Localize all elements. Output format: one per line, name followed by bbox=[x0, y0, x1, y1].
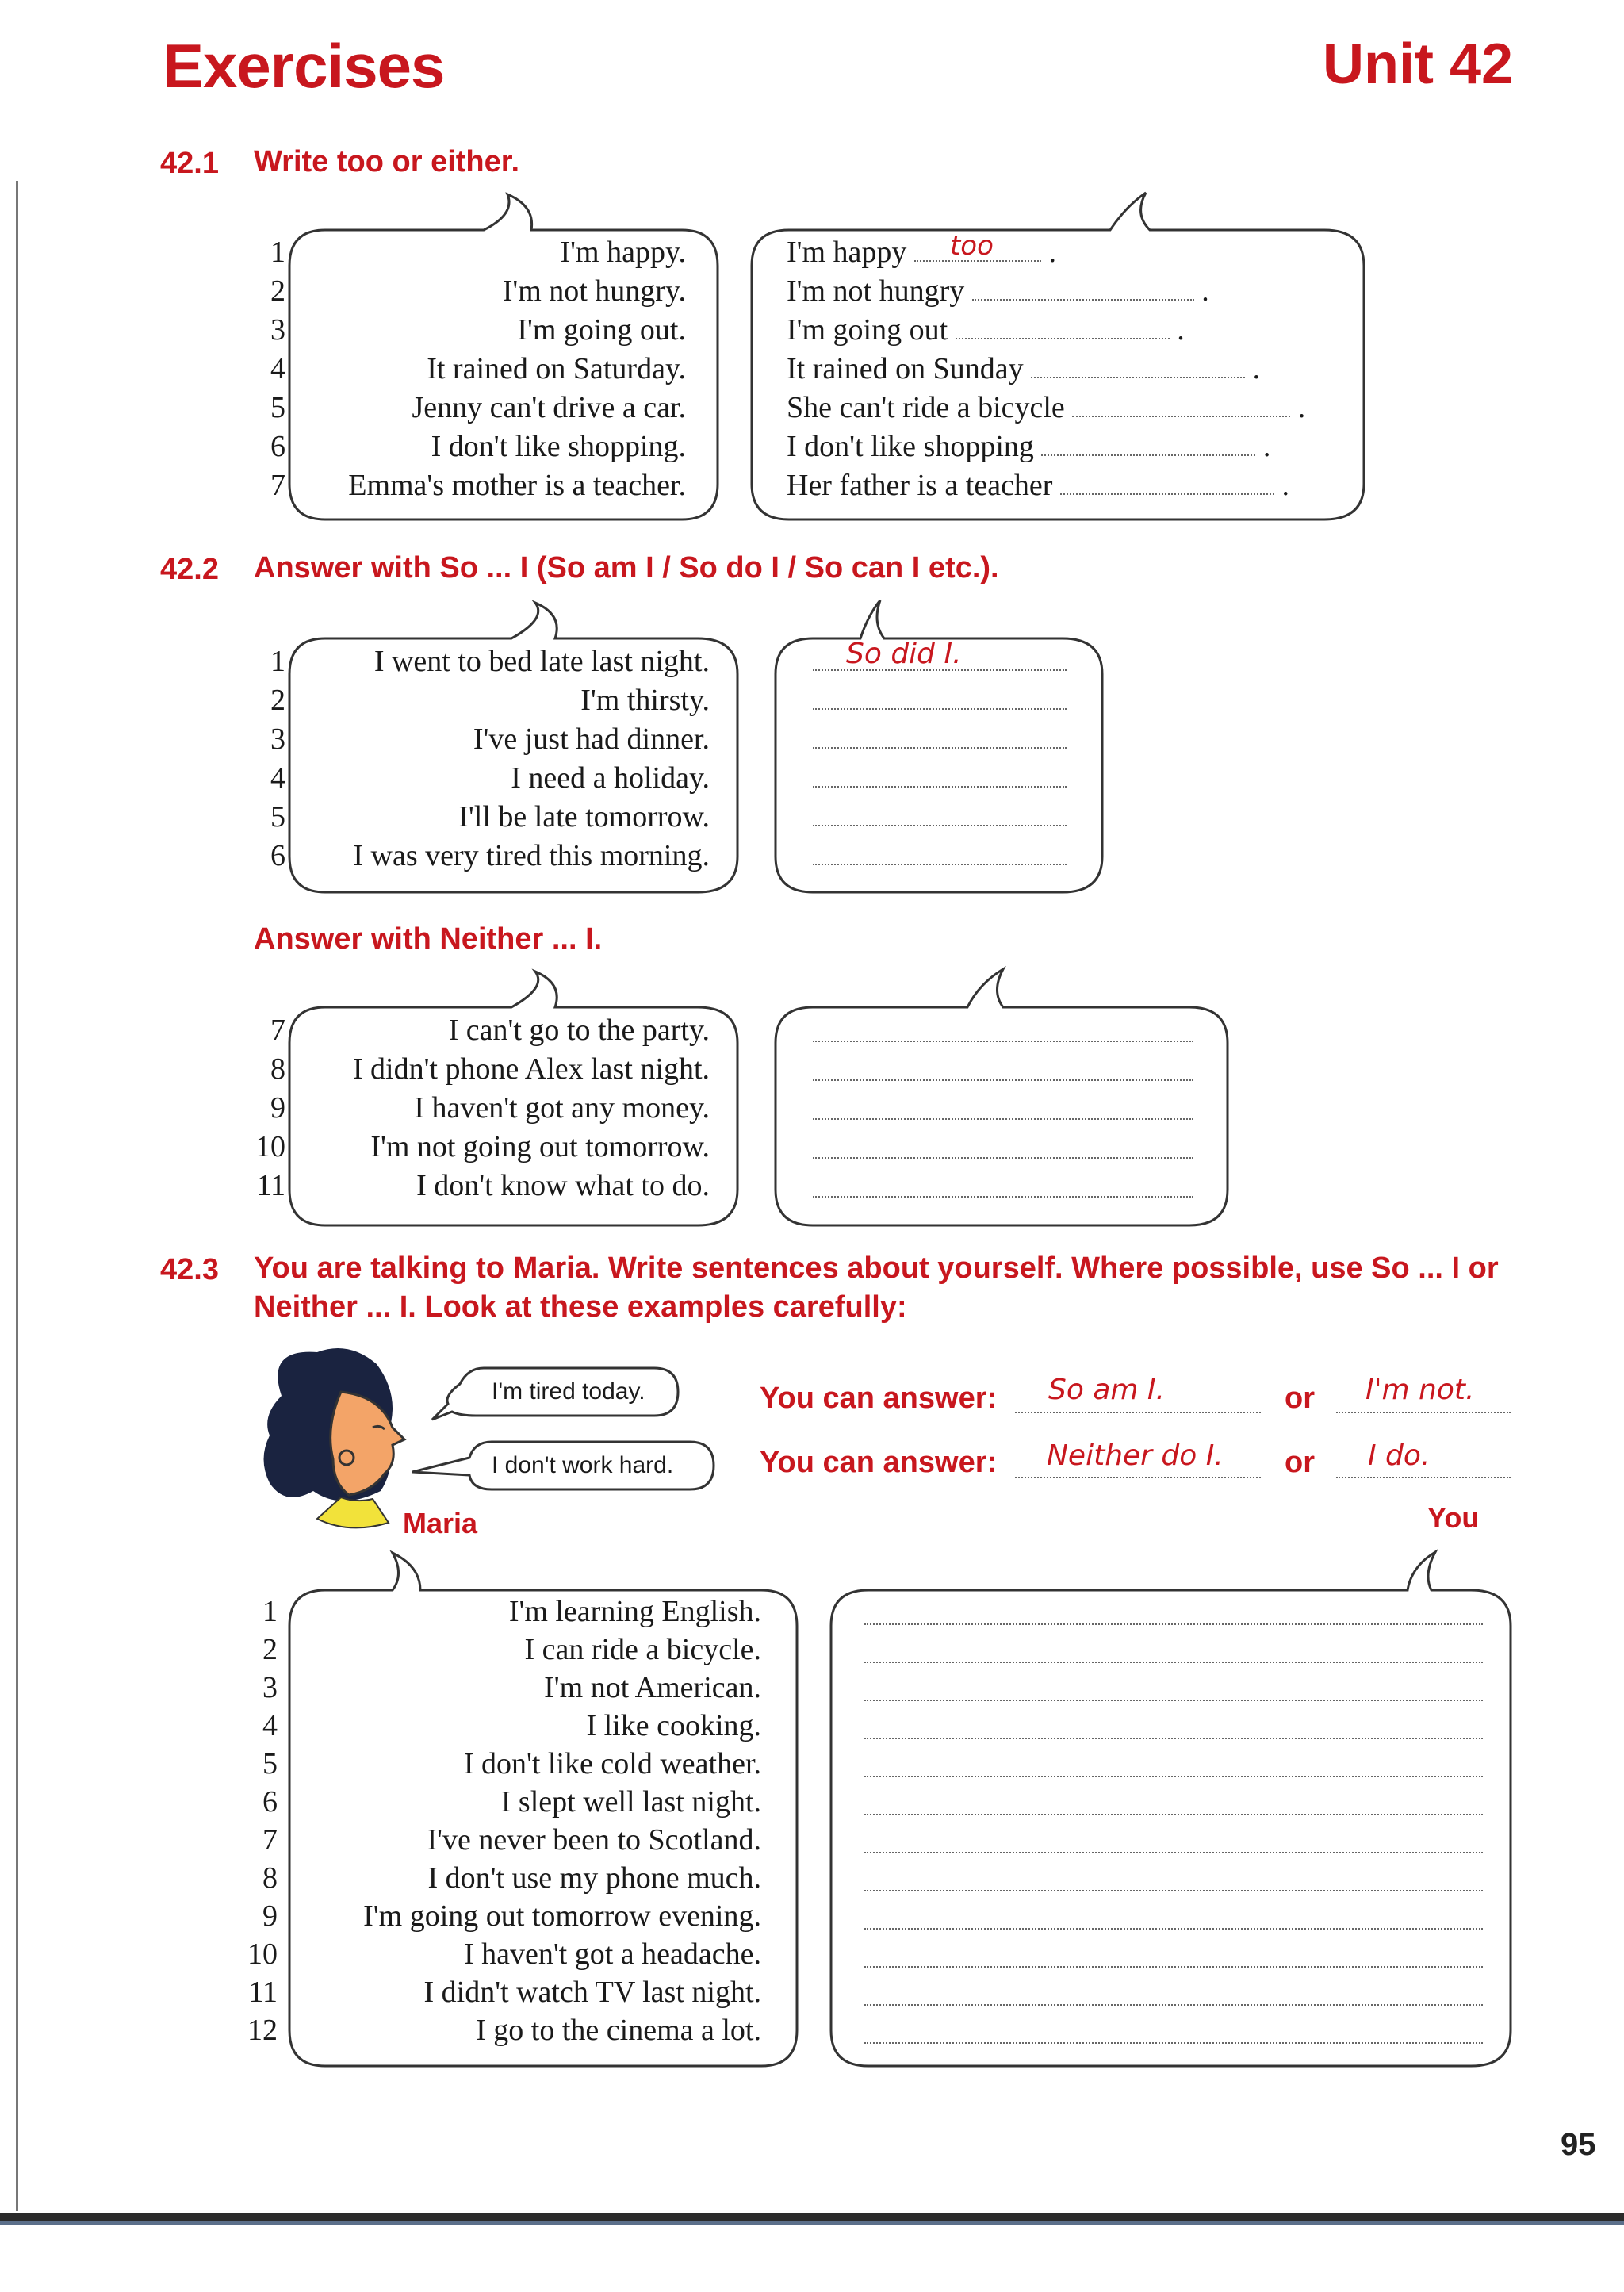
answer-blank[interactable] bbox=[864, 1888, 1483, 1891]
answer-blank[interactable] bbox=[1072, 392, 1290, 417]
ex2-num: 6 bbox=[270, 839, 285, 872]
maria-illustration bbox=[264, 1348, 405, 1527]
you-can-answer-1: You can answer: bbox=[760, 1382, 998, 1415]
ex2b-left-line: I can't go to the party. bbox=[448, 1014, 710, 1047]
ex1-left-line: Jenny can't drive a car. bbox=[412, 391, 686, 424]
ans1a-line bbox=[1015, 1410, 1261, 1413]
ex1-left-line: I'm going out. bbox=[517, 313, 686, 347]
ex2b-num: 9 bbox=[270, 1091, 285, 1125]
answer-blank[interactable] bbox=[956, 314, 1170, 339]
ex2-sub-instruction: Answer with Neither ... I. bbox=[254, 922, 603, 956]
ans2a: Neither do I. bbox=[1047, 1439, 1224, 1472]
ans2a-line bbox=[1015, 1475, 1261, 1478]
ex3-num: 1 bbox=[262, 1595, 278, 1628]
ex3-num: 8 bbox=[262, 1861, 278, 1895]
answer-blank[interactable] bbox=[864, 1964, 1483, 1968]
ex2-left-line: I was very tired this morning. bbox=[353, 839, 710, 872]
ex1-right-line: I'm not hungry bbox=[787, 274, 965, 308]
ex1-num: 7 bbox=[270, 469, 285, 502]
ex1-left-line: Emma's mother is a teacher. bbox=[348, 469, 686, 502]
answer-blank[interactable] bbox=[1031, 353, 1245, 378]
ex3-left-line: I'm not American. bbox=[544, 1671, 761, 1704]
bottom-rule bbox=[0, 2213, 1624, 2221]
ex2-num: 4 bbox=[270, 761, 285, 795]
ex3-left-line: I like cooking. bbox=[586, 1709, 761, 1742]
ex1-number: 42.1 bbox=[160, 147, 219, 180]
ex3-left-line: I haven't got a headache. bbox=[463, 1937, 761, 1971]
ex1-right-line: Her father is a teacher bbox=[787, 469, 1053, 502]
you-can-answer-2: You can answer: bbox=[760, 1446, 998, 1479]
answer-blank[interactable] bbox=[813, 1078, 1193, 1081]
ex3-num: 6 bbox=[262, 1785, 278, 1819]
ex2-left-line: I've just had dinner. bbox=[473, 722, 710, 756]
ex3-left-line: I'm going out tomorrow evening. bbox=[363, 1899, 761, 1933]
answer-blank[interactable] bbox=[813, 1117, 1193, 1120]
ans1a: So am I. bbox=[1048, 1374, 1165, 1406]
answer-blank[interactable] bbox=[864, 2003, 1483, 2006]
ex1-num: 2 bbox=[270, 274, 285, 308]
ex1-right-line: I'm happy bbox=[787, 236, 907, 269]
answer-blank[interactable] bbox=[864, 1774, 1483, 1777]
ans1b-line bbox=[1336, 1410, 1511, 1413]
ex1-num: 3 bbox=[270, 313, 285, 347]
answer-blank[interactable] bbox=[813, 784, 1067, 788]
unit-label: Unit 42 bbox=[1323, 33, 1514, 96]
ex3-left-line: I'm learning English. bbox=[508, 1595, 761, 1628]
ex1-right-line: It rained on Sunday bbox=[787, 352, 1024, 385]
ex2b-left-line: I haven't got any money. bbox=[414, 1091, 710, 1125]
ex3-number: 42.3 bbox=[160, 1253, 219, 1286]
answer-blank[interactable] bbox=[813, 862, 1067, 865]
ex3-right-bubble bbox=[831, 1552, 1511, 2066]
ex3-left-line: I don't use my phone much. bbox=[427, 1861, 761, 1895]
answer-blank[interactable] bbox=[864, 1812, 1483, 1815]
ex1-example-answer: too bbox=[949, 230, 994, 262]
ex1-num: 6 bbox=[270, 430, 285, 463]
ans2b-line bbox=[1336, 1475, 1511, 1478]
page-number: 95 bbox=[1561, 2127, 1596, 2162]
answer-blank[interactable] bbox=[864, 1850, 1483, 1853]
or-2: or bbox=[1285, 1446, 1315, 1479]
maria-label: Maria bbox=[403, 1507, 478, 1539]
ex3-left-line: I didn't watch TV last night. bbox=[423, 1976, 761, 2009]
ex1-left-line: I'm happy. bbox=[560, 236, 686, 269]
answer-blank[interactable] bbox=[1041, 431, 1255, 456]
page-title: Exercises bbox=[163, 31, 445, 101]
ex3-num: 4 bbox=[262, 1709, 278, 1742]
ex1-right-line: She can't ride a bicycle bbox=[787, 391, 1065, 424]
ex3-num: 10 bbox=[247, 1937, 278, 1971]
ex2b-left-line: I don't know what to do. bbox=[416, 1169, 710, 1202]
ex3-left-line: I can ride a bicycle. bbox=[524, 1633, 761, 1666]
answer-blank[interactable] bbox=[813, 707, 1067, 710]
ex2-number: 42.2 bbox=[160, 553, 219, 586]
answer-blank[interactable] bbox=[813, 1039, 1193, 1042]
ex3-num: 7 bbox=[262, 1823, 278, 1857]
answer-blank[interactable] bbox=[864, 2041, 1483, 2044]
answer-blank[interactable] bbox=[864, 1736, 1483, 1739]
ex1-num: 5 bbox=[270, 391, 285, 424]
answer-blank[interactable] bbox=[813, 1194, 1193, 1198]
ex3-instruction-line2: Neither ... I. Look at these examples carefully: bbox=[254, 1290, 907, 1324]
ex2b-right-bubble bbox=[776, 969, 1228, 1225]
ex2b-left-line: I didn't phone Alex last night. bbox=[352, 1052, 710, 1086]
ex2-num: 5 bbox=[270, 800, 285, 834]
ex2b-left-line: I'm not going out tomorrow. bbox=[370, 1130, 710, 1163]
bottom-rule-accent bbox=[0, 2221, 1624, 2225]
ex3-left-line: I don't like cold weather. bbox=[463, 1747, 761, 1780]
or-1: or bbox=[1285, 1382, 1315, 1415]
ex3-num: 3 bbox=[262, 1671, 278, 1704]
you-label: You bbox=[1427, 1501, 1480, 1534]
ans1b: I'm not. bbox=[1365, 1374, 1475, 1406]
ex2-left-line: I went to bed late last night. bbox=[373, 645, 710, 678]
ex2-num: 3 bbox=[270, 722, 285, 756]
ex2-left-line: I need a holiday. bbox=[511, 761, 710, 795]
ex2-num: 2 bbox=[270, 684, 285, 717]
answer-blank[interactable] bbox=[813, 1156, 1193, 1159]
ex3-instruction-line1: You are talking to Maria. Write sentences about yourself. Where possible, use So ... I or bbox=[254, 1251, 1499, 1285]
ex3-num: 5 bbox=[262, 1747, 278, 1780]
answer-blank[interactable] bbox=[864, 1926, 1483, 1930]
ex3-left-line: I slept well last night. bbox=[500, 1785, 761, 1819]
ex1-num: 4 bbox=[270, 352, 285, 385]
ex3-num: 11 bbox=[248, 1976, 278, 2009]
ex1-instruction: Write too or either. bbox=[254, 145, 520, 178]
ex3-num: 12 bbox=[247, 2014, 278, 2047]
ex3-left-line: I've never been to Scotland. bbox=[427, 1823, 761, 1857]
answer-blank[interactable] bbox=[864, 1622, 1483, 1625]
answer-blank[interactable] bbox=[972, 275, 1194, 301]
ex2-left-line: I'll be late tomorrow. bbox=[458, 800, 710, 834]
ex2b-num: 11 bbox=[256, 1169, 285, 1202]
ex2-example-answer: So did I. bbox=[846, 638, 962, 670]
ans2b: I do. bbox=[1368, 1439, 1431, 1472]
ex2-instruction: Answer with So ... I (So am I / So do I / So can I etc.). bbox=[254, 551, 999, 584]
answer-blank[interactable] bbox=[914, 230, 1041, 262]
answer-blank[interactable] bbox=[864, 1660, 1483, 1663]
ex1-left-line: It rained on Saturday. bbox=[427, 352, 686, 385]
ex3-num: 9 bbox=[262, 1899, 278, 1933]
answer-blank[interactable] bbox=[813, 745, 1067, 749]
answer-blank[interactable] bbox=[864, 1698, 1483, 1701]
ex1-left-line: I'm not hungry. bbox=[502, 274, 686, 308]
ex2-num: 1 bbox=[270, 645, 285, 678]
ex1-right-line: I'm going out bbox=[787, 313, 948, 347]
ex2b-num: 7 bbox=[270, 1014, 285, 1047]
ex1-num: 1 bbox=[270, 236, 285, 269]
maria-speech-1: I'm tired today. bbox=[492, 1378, 645, 1405]
ex1-right-line: I don't like shopping bbox=[787, 430, 1034, 463]
ex2b-num: 10 bbox=[255, 1130, 285, 1163]
answer-blank[interactable] bbox=[1060, 470, 1274, 495]
ex2b-num: 8 bbox=[270, 1052, 285, 1086]
ex2-left-line: I'm thirsty. bbox=[580, 684, 710, 717]
answer-blank[interactable] bbox=[813, 823, 1067, 826]
maria-speech-2: I don't work hard. bbox=[492, 1452, 674, 1478]
ex3-num: 2 bbox=[262, 1633, 278, 1666]
ex1-left-line: I don't like shopping. bbox=[431, 430, 686, 463]
ex3-left-line: I go to the cinema a lot. bbox=[476, 2014, 761, 2047]
